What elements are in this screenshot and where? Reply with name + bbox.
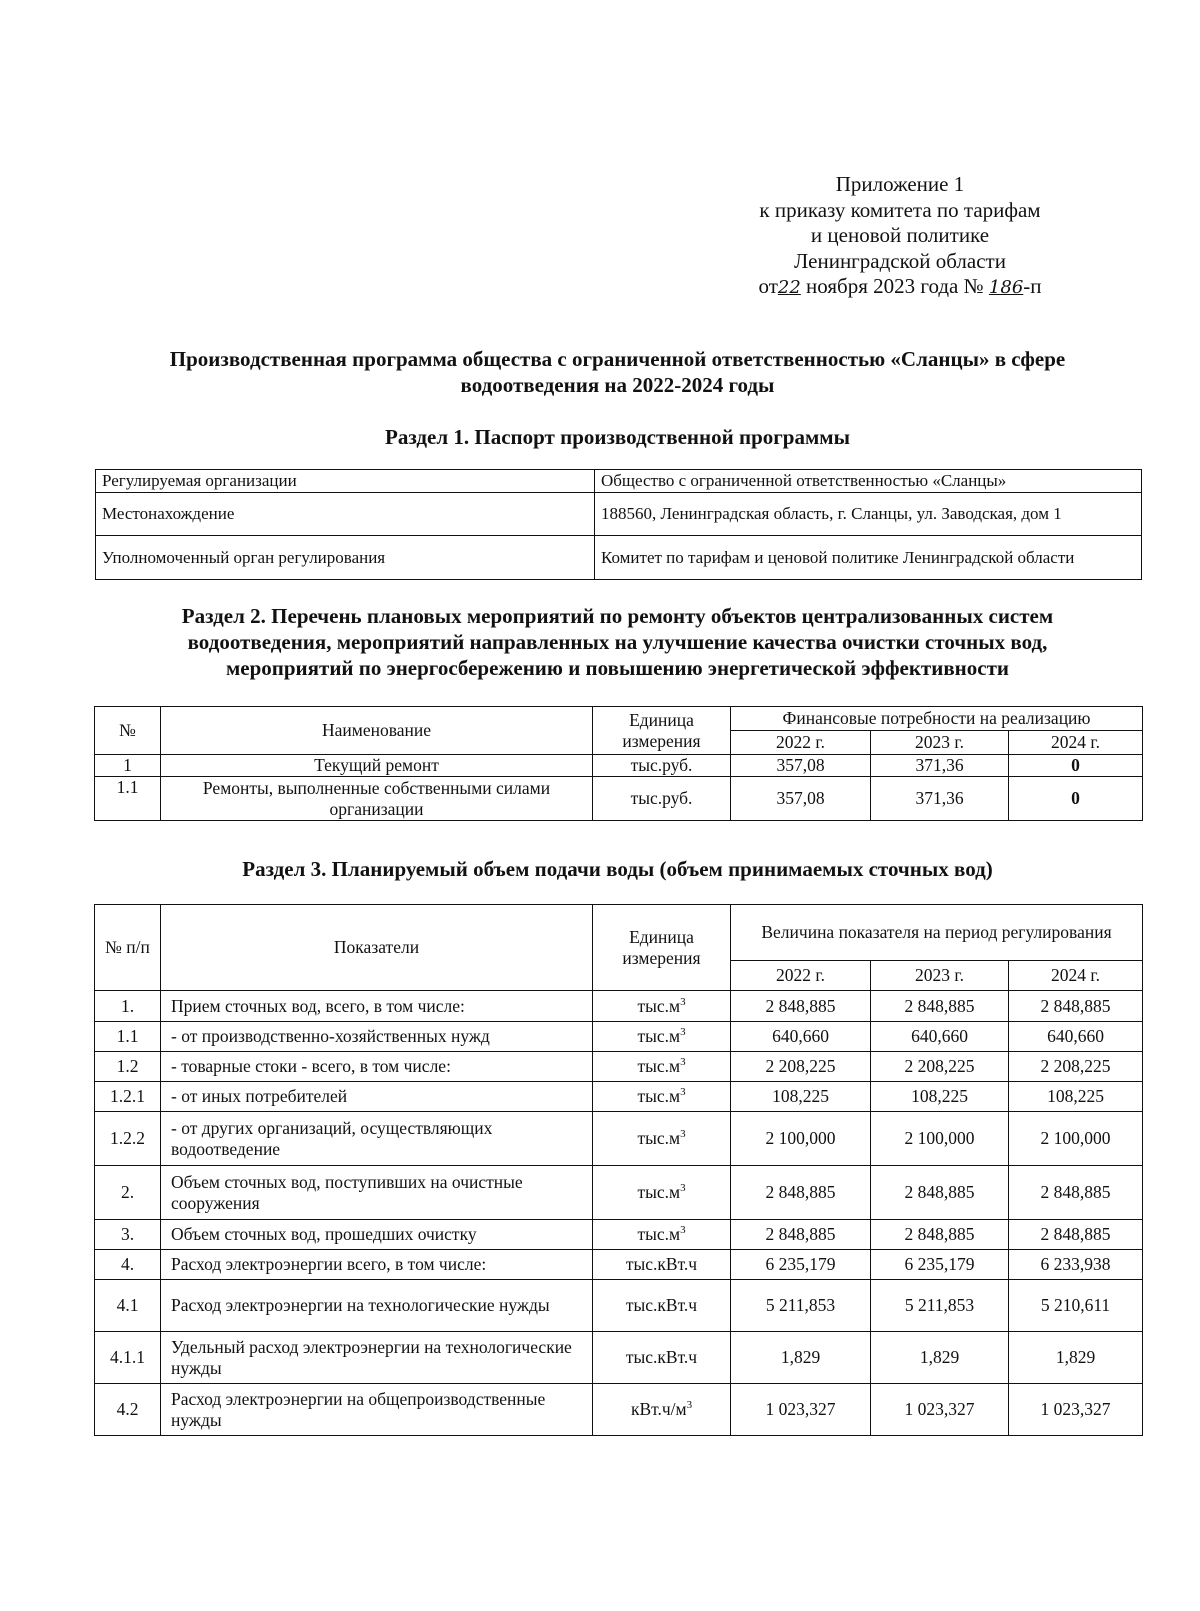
cell-2022: 2 848,885: [731, 991, 871, 1022]
unit-text: тыс.м: [637, 1182, 681, 1202]
cell-indicator: - от других организаций, осуществляющих водоотведение: [161, 1112, 593, 1166]
cell-2024: 640,660: [1009, 1022, 1143, 1052]
table-row: [95, 1022, 1143, 1052]
appendix-line: и ценовой политике: [810, 223, 990, 247]
appendix-header: [735, 172, 1065, 301]
cell-2022: 2 848,885: [731, 1220, 871, 1250]
col-header-2022: 2022 г.: [731, 961, 871, 991]
cell-name: Ремонты, выполненные собственными силами организации: [161, 777, 593, 821]
document-title: [95, 346, 1140, 398]
cell-2022: 640,660: [731, 1022, 871, 1052]
cell-2024: 0: [1009, 777, 1143, 821]
passport-key: Уполномоченный орган регулирования: [96, 536, 595, 580]
table-row: [95, 755, 1143, 777]
title-line: Производственная программа общества с ограниченной ответственностью «Сланцы» в сфере: [169, 347, 1066, 371]
cell-2022: 1 023,327: [731, 1384, 871, 1436]
col-header-2023: 2023 г.: [871, 961, 1009, 991]
cell-unit: [593, 1384, 731, 1436]
passport-key: Местонахождение: [96, 493, 595, 536]
cell-num: 1: [95, 755, 161, 777]
header-row: [95, 905, 1143, 961]
appendix-line: Приложение 1: [835, 172, 965, 196]
cell-2024: 2 848,885: [1009, 1220, 1143, 1250]
unit-text: тыс.кВт.ч: [625, 1347, 698, 1367]
cell-indicator: Прием сточных вод, всего, в том числе:: [161, 991, 593, 1022]
cell-2022: 2 208,225: [731, 1052, 871, 1082]
cell-2022: 2 848,885: [731, 1166, 871, 1220]
cell-unit: [593, 1280, 731, 1332]
cell-unit: тыс.руб.: [593, 777, 731, 821]
order-suffix: -п: [1023, 274, 1042, 298]
cell-unit: [593, 1332, 731, 1384]
col-header-2024: 2024 г.: [1009, 731, 1143, 755]
col-header-unit: Единица измерения: [593, 707, 731, 755]
cell-2023: 108,225: [871, 1082, 1009, 1112]
cell-indicator: - от иных потребителей: [161, 1082, 593, 1112]
cell-2022: 2 100,000: [731, 1112, 871, 1166]
table-row: [96, 470, 1142, 493]
cell-2024: 5 210,611: [1009, 1280, 1143, 1332]
section1-heading: Раздел 1. Паспорт производственной программы: [385, 425, 850, 449]
unit-text: тыс.м: [637, 1056, 681, 1076]
cell-2023: 2 208,225: [871, 1052, 1009, 1082]
col-header-name: Наименование: [161, 707, 593, 755]
passport-value: Комитет по тарифам и ценовой политике Ленинградской области: [595, 536, 1142, 580]
cell-2024: 6 233,938: [1009, 1250, 1143, 1280]
cell-num: 1.2: [95, 1052, 161, 1082]
cell-2024: 1,829: [1009, 1332, 1143, 1384]
appendix-date-line: [735, 274, 1065, 301]
unit-text: тыс.м: [637, 1026, 681, 1046]
cell-num: 1.: [95, 991, 161, 1022]
cell-unit: [593, 1052, 731, 1082]
table-row: [95, 1250, 1143, 1280]
appendix-line: Ленинградской области: [794, 248, 1006, 273]
cell-2023: 2 848,885: [871, 991, 1009, 1022]
heading-line: Раздел 2. Перечень плановых мероприятий по ремонту объектов централизованных систем: [181, 604, 1054, 628]
col-header-num: № п/п: [95, 905, 161, 991]
unit-text: тыс.м: [637, 1128, 681, 1148]
table-row: [95, 1332, 1143, 1384]
passport-table: [95, 469, 1142, 580]
cell-2023: 2 848,885: [871, 1220, 1009, 1250]
cell-2024: 108,225: [1009, 1082, 1143, 1112]
cell-2023: 6 235,179: [871, 1250, 1009, 1280]
unit-text: тыс.м: [637, 1224, 681, 1244]
unit-text: кВт.ч/м: [630, 1399, 687, 1419]
measures-table: [94, 706, 1143, 821]
col-header-2024: 2024 г.: [1009, 961, 1143, 991]
cell-2023: 371,36: [871, 755, 1009, 777]
cell-num: 2.: [95, 1166, 161, 1220]
handwritten-order-number: 186: [988, 277, 1024, 298]
unit-exponent: 3: [686, 1399, 693, 1411]
cell-unit: [593, 1082, 731, 1112]
table-row: [95, 1166, 1143, 1220]
date-prefix: от: [758, 274, 778, 298]
cell-indicator: - товарные стоки - всего, в том числе:: [161, 1052, 593, 1082]
cell-2022: 6 235,179: [731, 1250, 871, 1280]
volume-table: [94, 904, 1143, 1436]
unit-exponent: 3: [680, 1182, 686, 1194]
unit-exponent: 3: [680, 1056, 686, 1068]
cell-indicator: Удельный расход электроэнергии на технологические нужды: [161, 1332, 593, 1384]
cell-2023: 2 848,885: [871, 1166, 1009, 1220]
cell-2024: 2 208,225: [1009, 1052, 1143, 1082]
cell-unit: [593, 1250, 731, 1280]
table-row: [95, 777, 1143, 821]
cell-2022: 1,829: [731, 1332, 871, 1384]
table-row: [95, 1384, 1143, 1436]
section3-heading: Раздел 3. Планируемый объем подачи воды (объем принимаемых сточных вод): [242, 857, 993, 881]
heading-line: мероприятий по энергосбережению и повышению энергетической эффективности: [225, 656, 1010, 680]
cell-unit: [593, 991, 731, 1022]
passport-value: Общество с ограниченной ответственностью «Сланцы»: [595, 470, 1142, 493]
cell-indicator: Расход электроэнергии всего, в том числе:: [161, 1250, 593, 1280]
cell-2024: 2 848,885: [1009, 991, 1143, 1022]
cell-2024: 2 100,000: [1009, 1112, 1143, 1166]
table-row: [95, 991, 1143, 1022]
header-row: [95, 707, 1143, 731]
unit-exponent: 3: [680, 1086, 686, 1098]
cell-2023: 1 023,327: [871, 1384, 1009, 1436]
unit-text: тыс.кВт.ч: [625, 1295, 698, 1315]
handwritten-day: 22: [777, 277, 801, 298]
appendix-line: к приказу комитета по тарифам: [759, 197, 1041, 222]
cell-unit: тыс.руб.: [593, 755, 731, 777]
cell-2022: 357,08: [731, 777, 871, 821]
cell-2024: 0: [1009, 755, 1143, 777]
table-row: [95, 1082, 1143, 1112]
cell-num: 1.1: [95, 777, 161, 821]
cell-2023: 371,36: [871, 777, 1009, 821]
cell-num: 4.2: [95, 1384, 161, 1436]
table-row: [95, 1112, 1143, 1166]
unit-text: тыс.кВт.ч: [625, 1254, 698, 1274]
cell-unit: [593, 1112, 731, 1166]
cell-unit: [593, 1022, 731, 1052]
cell-name: Текущий ремонт: [161, 755, 593, 777]
cell-2022: 5 211,853: [731, 1280, 871, 1332]
unit-text: тыс.м: [637, 995, 681, 1016]
cell-num: 1.2.1: [95, 1082, 161, 1112]
cell-2023: 1,829: [871, 1332, 1009, 1384]
col-header-2023: 2023 г.: [871, 731, 1009, 755]
col-header-unit: Единица измерения: [593, 905, 731, 991]
cell-unit: [593, 1220, 731, 1250]
cell-2023: 5 211,853: [871, 1280, 1009, 1332]
col-header-finance: Финансовые потребности на реализацию: [731, 707, 1143, 731]
col-header-indicator: Показатели: [161, 905, 593, 991]
col-header-num: №: [95, 707, 161, 755]
cell-num: 4.1.1: [95, 1332, 161, 1384]
table-row: [95, 1220, 1143, 1250]
table-row: [96, 536, 1142, 580]
cell-unit: [593, 1166, 731, 1220]
cell-2024: 1 023,327: [1009, 1384, 1143, 1436]
passport-key: Регулируемая организации: [96, 470, 595, 493]
cell-2024: 2 848,885: [1009, 1166, 1143, 1220]
title-line: водоотведения на 2022-2024 годы: [460, 373, 775, 397]
date-rest: ноября 2023 года №: [800, 274, 989, 298]
cell-2023: 2 100,000: [871, 1112, 1009, 1166]
cell-indicator: - от производственно-хозяйственных нужд: [161, 1022, 593, 1052]
unit-text: тыс.м: [637, 1086, 681, 1106]
table-row: [95, 1280, 1143, 1332]
unit-exponent: 3: [680, 1128, 686, 1140]
cell-2022: 357,08: [731, 755, 871, 777]
col-header-period: Величина показателя на период регулирования: [731, 905, 1143, 961]
table-row: [96, 493, 1142, 536]
cell-num: 4.: [95, 1250, 161, 1280]
section2-heading: [95, 603, 1140, 681]
cell-num: 4.1: [95, 1280, 161, 1332]
unit-exponent: 3: [680, 1224, 686, 1236]
col-header-2022: 2022 г.: [731, 731, 871, 755]
passport-value: 188560, Ленинградская область, г. Сланцы, ул. Заводская, дом 1: [595, 493, 1142, 536]
cell-2022: 108,225: [731, 1082, 871, 1112]
cell-num: 3.: [95, 1220, 161, 1250]
table-row: [95, 1052, 1143, 1082]
cell-indicator: Расход электроэнергии на общепроизводственные нужды: [161, 1384, 593, 1436]
cell-indicator: Объем сточных вод, поступивших на очистные сооружения: [161, 1166, 593, 1220]
unit-exponent: 3: [680, 995, 686, 1008]
heading-line: водоотведения, мероприятий направленных на улучшение качества очистки сточных вод,: [187, 630, 1048, 654]
unit-exponent: 3: [680, 1026, 686, 1038]
cell-2023: 640,660: [871, 1022, 1009, 1052]
cell-indicator: Расход электроэнергии на технологические нужды: [161, 1280, 593, 1332]
cell-indicator: Объем сточных вод, прошедших очистку: [161, 1220, 593, 1250]
cell-num: 1.1: [95, 1022, 161, 1052]
cell-num: 1.2.2: [95, 1112, 161, 1166]
